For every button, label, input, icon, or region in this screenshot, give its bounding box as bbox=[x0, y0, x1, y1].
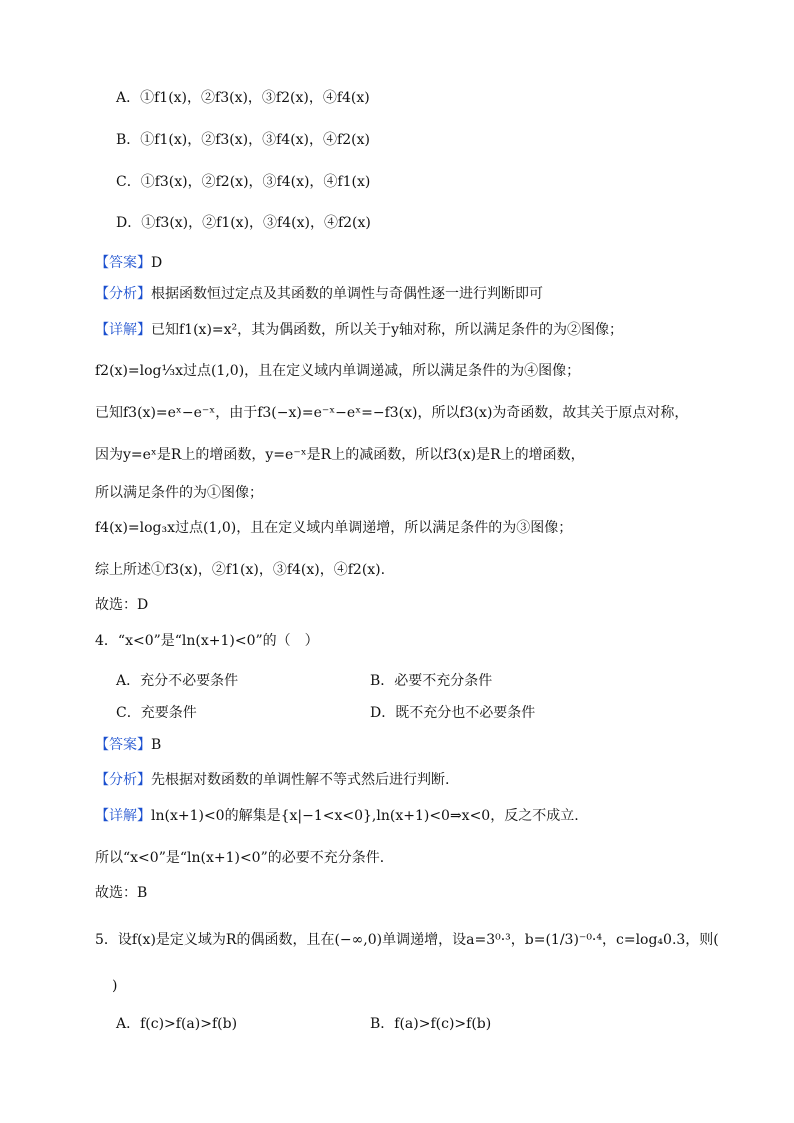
q4-detail-line-1 bbox=[95, 806, 579, 826]
answer-tag: 【答案】 bbox=[95, 255, 151, 271]
analysis-tag: 【分析】 bbox=[95, 772, 151, 788]
q4-option-c: C．充要条件 bbox=[116, 705, 197, 721]
q4-analysis: 先根据对数函数的单调性解不等式然后进行判断. bbox=[151, 772, 450, 788]
q4-detail-line-2: 所以“x<0”是“ln(x+1)<0”的必要不充分条件． bbox=[95, 850, 394, 866]
q3-analysis-line bbox=[95, 284, 543, 304]
q4-option-b: B．必要不充分条件 bbox=[370, 673, 493, 689]
q3-answer: D bbox=[151, 255, 163, 271]
q3-detail-text-1: 已知f1(x)=x²，其为偶函数，所以关于y轴对称，所以满足条件的为②图像； bbox=[151, 322, 624, 338]
q3-analysis: 根据函数恒过定点及其函数的单调性与奇偶性逐一进行判断即可 bbox=[151, 286, 543, 302]
q3-detail-line-6: f4(x)=log₃x过点(1,0)，且在定义域内单调递增，所以满足条件的为③图像； bbox=[95, 520, 573, 536]
q5-stem-cont: ) bbox=[112, 978, 118, 994]
q4-analysis-line bbox=[95, 770, 449, 790]
q5-option-a: A．f(c)>f(a)>f(b) bbox=[116, 1016, 238, 1032]
q4-detail-text-1: ln(x+1)<0的解集是{x|−1<x<0},ln(x+1)<0⇒x<0，反之不成立. bbox=[151, 808, 579, 824]
detail-tag: 【详解】 bbox=[95, 322, 151, 338]
q3-conclusion: 故选：D bbox=[95, 597, 149, 613]
q3-option-d: D．①f3(x)，②f1(x)，③f4(x)，④f2(x) bbox=[116, 215, 371, 231]
detail-tag: 【详解】 bbox=[95, 808, 151, 824]
answer-tag: 【答案】 bbox=[95, 737, 151, 753]
q3-option-b: B．①f1(x)，②f3(x)，③f4(x)，④f2(x) bbox=[116, 132, 370, 148]
q3-answer-line bbox=[95, 253, 162, 273]
q4-option-a: A．充分不必要条件 bbox=[116, 673, 239, 689]
q3-detail-line-1 bbox=[95, 320, 623, 340]
q4-answer-line bbox=[95, 735, 161, 755]
q5-option-b: B．f(a)>f(c)>f(b) bbox=[370, 1016, 492, 1032]
q3-option-a: A．①f1(x)，②f3(x)，③f2(x)，④f4(x) bbox=[116, 90, 370, 106]
q3-detail-line-3: 已知f3(x)=eˣ−e⁻ˣ，由于f3(−x)=e⁻ˣ−eˣ=−f3(x)，所以f3(x)为奇函数，故其关于原点对称， bbox=[95, 405, 689, 421]
q4-answer: B bbox=[151, 737, 162, 753]
q3-option-c: C．①f3(x)，②f2(x)，③f4(x)，④f1(x) bbox=[116, 174, 371, 190]
q5-stem: 5．设f(x)是定义域为R的偶函数，且在(−∞,0)单调递增，设a=3⁰·³，b=(1/3)⁻⁰·⁴，c=log₄0.3，则( bbox=[95, 932, 719, 948]
q3-detail-line-5: 所以满足条件的为①图像； bbox=[95, 485, 263, 501]
q3-detail-line-2: f2(x)=log⅓x过点(1,0)，且在定义域内单调递减，所以满足条件的为④图像； bbox=[95, 363, 581, 379]
q3-detail-line-7: 综上所述①f3(x)，②f1(x)，③f4(x)，④f2(x). bbox=[95, 562, 386, 578]
q4-option-d: D．既不充分也不必要条件 bbox=[370, 705, 536, 721]
q4-conclusion: 故选：B bbox=[95, 885, 148, 901]
q4-stem: 4．“x<0”是“ln(x+1)<0”的（ ） bbox=[95, 633, 319, 649]
q3-detail-line-4: 因为y=eˣ是R上的增函数，y=e⁻ˣ是R上的减函数，所以f3(x)是R上的增函数， bbox=[95, 447, 585, 463]
analysis-tag: 【分析】 bbox=[95, 286, 151, 302]
